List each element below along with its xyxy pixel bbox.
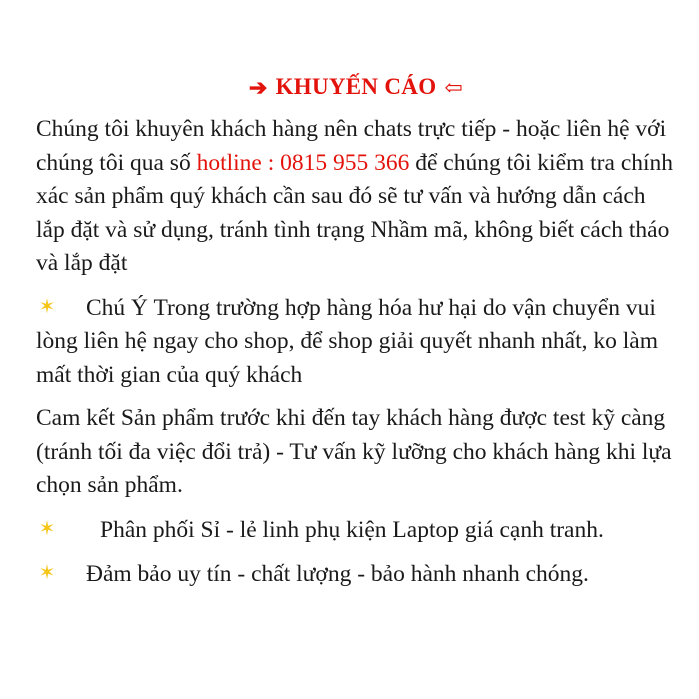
commitment-paragraph <box>36 402 676 503</box>
contact-text-end: để chúng tôi kiểm tra chính xác sản phẩm quý khách cần sau đó sẽ tư vấn và hướng dẫn cách lắp đặt và sử dụng, tránh tình trạng Nhầm mã, không biết cách tháo và lắp đặt <box>36 149 674 276</box>
wholesale-paragraph <box>36 513 676 548</box>
warranty-text: Đảm bảo uy tín - chất lượng - bảo hành nhanh chóng. <box>86 561 589 587</box>
hotline-text: hotline : 0815 955 366 <box>196 149 410 176</box>
shipping-damage-text: Chú Ý Trong trường hợp hàng hóa hư hại do vận chuyển vui lòng liên hệ ngay cho shop, để shop giải quyết nhanh nhất, ko làm mất thời gian của quý khách <box>36 294 658 388</box>
shipping-damage-paragraph <box>36 291 676 393</box>
wholesale-text: Phân phối Sỉ - lẻ linh phụ kiện Laptop giá cạnh tranh. <box>100 516 604 543</box>
advisory-notice <box>36 70 676 592</box>
arrow-left-icon: ⇦ <box>444 75 464 100</box>
notice-title-text: KHUYẾN CÁO <box>275 74 437 99</box>
star-icon: ✶ <box>38 295 56 318</box>
star-icon: ✶ <box>38 517 56 540</box>
contact-paragraph <box>36 113 676 281</box>
star-icon: ✶ <box>38 562 56 584</box>
arrow-right-icon: ➔ <box>248 75 268 100</box>
warranty-paragraph <box>36 557 676 592</box>
contact-text-start: Chúng tôi khuyên khách hàng nên chats trực tiếp - hoặc liên hệ với chúng tôi qua số <box>36 116 667 176</box>
commitment-text: Cam kết Sản phẩm trước khi đến tay khách hàng được test kỹ càng (tránh tối đa việc đổi trả) - Tư vấn kỹ lưỡng cho khách hàng khi lựa chọn sản phẩm. <box>36 405 672 498</box>
notice-title <box>36 70 676 105</box>
